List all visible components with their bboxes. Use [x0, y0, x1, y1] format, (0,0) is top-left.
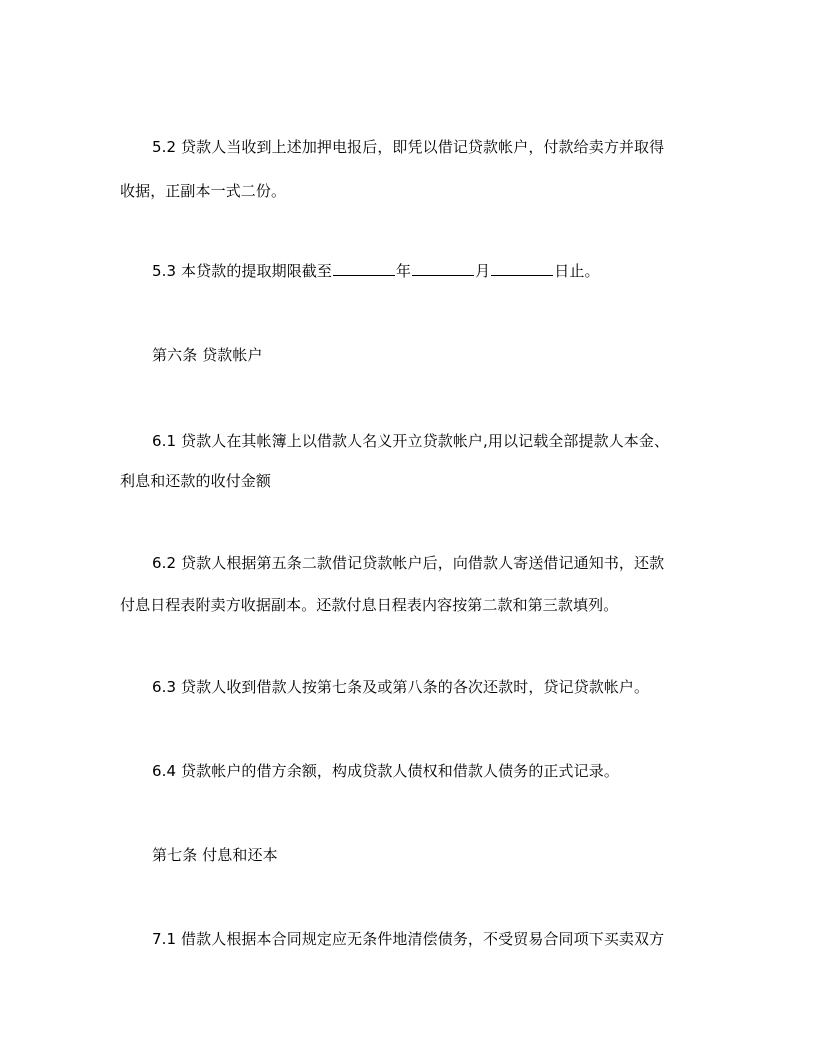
- paragraph-6-2-line-1: 6.2 贷款人根据第五条二款借记贷款帐户后，向借款人寄送借记通知书，还款: [152, 554, 665, 572]
- month-label: 月: [475, 262, 491, 280]
- paragraph-5-2-line-2: 收据，正副本一式二份。: [120, 182, 287, 200]
- day-blank: [491, 261, 553, 276]
- day-label: 日止。: [554, 262, 600, 280]
- month-blank: [412, 261, 474, 276]
- section-6-title: 第六条 贷款帐户: [152, 346, 263, 364]
- paragraph-7-1-line-1: 7.1 借款人根据本合同规定应无条件地清偿债务，不受贸易合同项下买卖双方: [152, 930, 665, 948]
- paragraph-6-4: 6.4 贷款帐户的借方余额，构成贷款人债权和借款人债务的正式记录。: [152, 762, 619, 780]
- paragraph-6-1-line-2: 利息和还款的收付金额: [120, 472, 272, 490]
- paragraph-6-2-line-2: 付息日程表附卖方收据副本。还款付息日程表内容按第二款和第三款填列。: [120, 596, 619, 614]
- paragraph-5-2-line-1: 5.2 贷款人当收到上述加押电报后，即凭以借记贷款帐户，付款给卖方并取得: [152, 138, 665, 156]
- paragraph-5-3-prefix: 5.3 本贷款的提取期限截至: [152, 262, 333, 280]
- section-7-title: 第七条 付息和还本: [152, 846, 278, 864]
- paragraph-6-1-line-1: 6.1 贷款人在其帐簿上以借款人名义开立贷款帐户,用以记载全部提款人本金、: [152, 432, 670, 450]
- paragraph-6-3: 6.3 贷款人收到借款人按第七条及或第八条的各次还款时，贷记贷款帐户。: [152, 678, 650, 696]
- year-label: 年: [396, 262, 412, 280]
- year-blank: [333, 261, 395, 276]
- paragraph-5-3: [152, 261, 700, 281]
